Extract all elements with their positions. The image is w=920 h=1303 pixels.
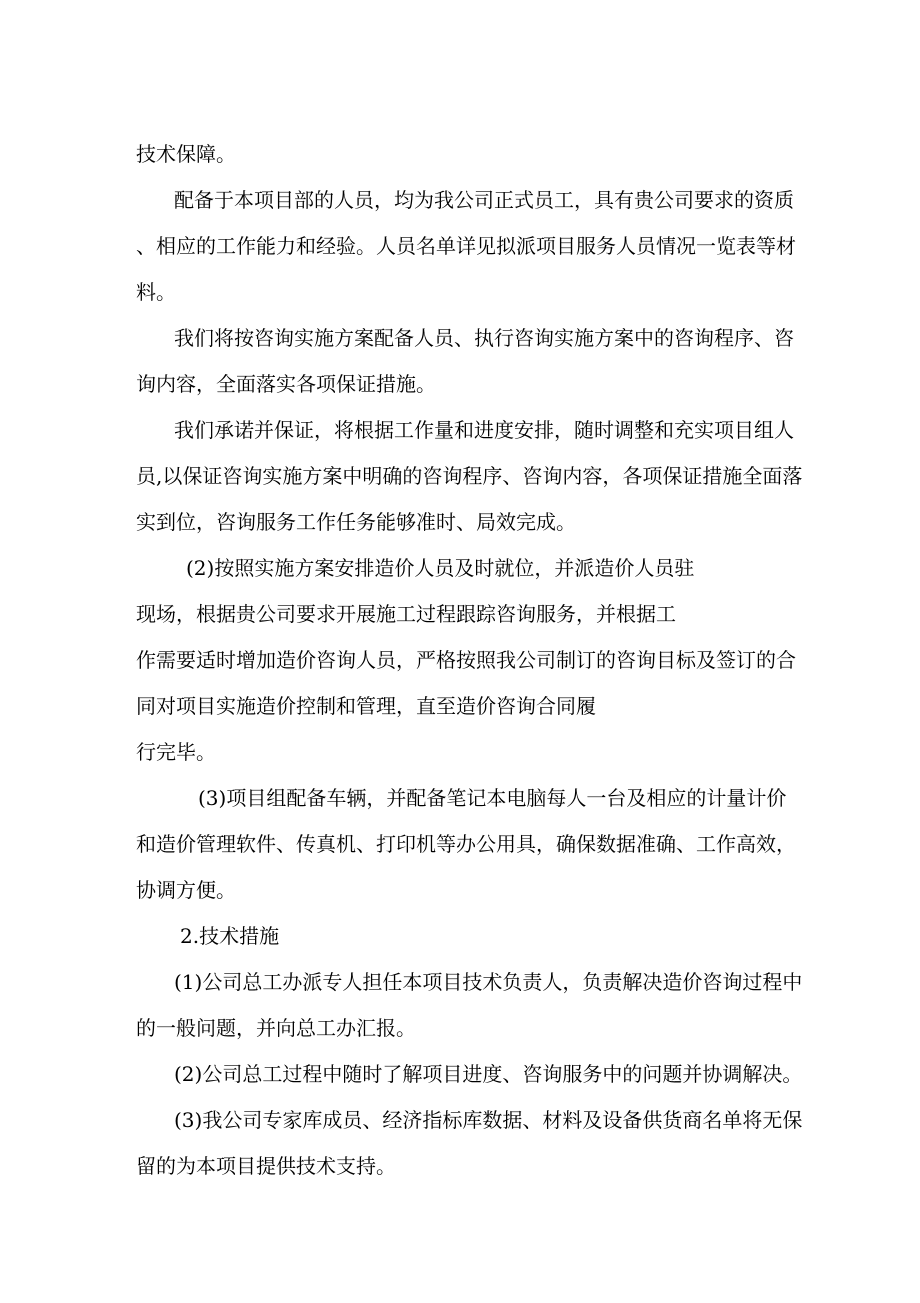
text-line: 料。 [136,280,176,304]
text-line: (3)我公司专家库成员、经济指标库数据、材料及设备供货商名单将无保 [174,1108,803,1132]
text-line: 和造价管理软件、传真机、打印机等办公用具，确保数据准确、工作高效， [136,832,796,856]
text-line: (1)公司总工办派专人担任本项目技术负责人，负责解决造价咨询过程中 [174,970,803,994]
text-line: 留的为本项目提供技术支持。 [136,1154,396,1178]
text-line: (2)按照实施方案安排造价人员及时就位，并派造价人员驻 [186,556,695,580]
text-line: 员,以保证咨询实施方案中明确的咨询程序、咨询内容，各项保证措施全面落 [136,464,803,488]
text-line: 同对项目实施造价控制和管理，直至造价咨询合同履 [136,694,596,718]
text-line: (3)项目组配备车辆，并配备笔记本电脑每人一台及相应的计量计价 [198,786,787,810]
text-line: 技术保障。 [136,142,236,166]
text-line: 协调方便。 [136,878,236,902]
text-line: 我们承诺并保证，将根据工作量和进度安排，随时调整和充实项目组人 [174,418,794,442]
text-line: 的一般问题，并向总工办汇报。 [136,1016,416,1040]
section-heading: 2.技术措施 [180,924,280,948]
text-line: 我们将按咨询实施方案配备人员、执行咨询实施方案中的咨询程序、咨 [174,326,794,350]
text-line: 询内容，全面落实各项保证措施。 [136,372,436,396]
text-line: 配备于本项目部的人员，均为我公司正式员工，具有贵公司要求的资质 [174,188,794,212]
text-line: 实到位，咨询服务工作任务能够准时、局效完成。 [136,510,576,534]
text-line: 作需要适时增加造价咨询人员，严格按照我公司制订的咨询目标及签订的合 [136,648,796,672]
text-line: (2)公司总工过程中随时了解项目进度、咨询服务中的问题并协调解决。 [174,1062,803,1086]
text-line: 、相应的工作能力和经验。人员名单详见拟派项目服务人员情况一览表等材 [136,234,796,258]
text-line: 现场，根据贵公司要求开展施工过程跟踪咨询服务，并根据工 [136,602,676,626]
text-line: 行完毕。 [136,740,216,764]
